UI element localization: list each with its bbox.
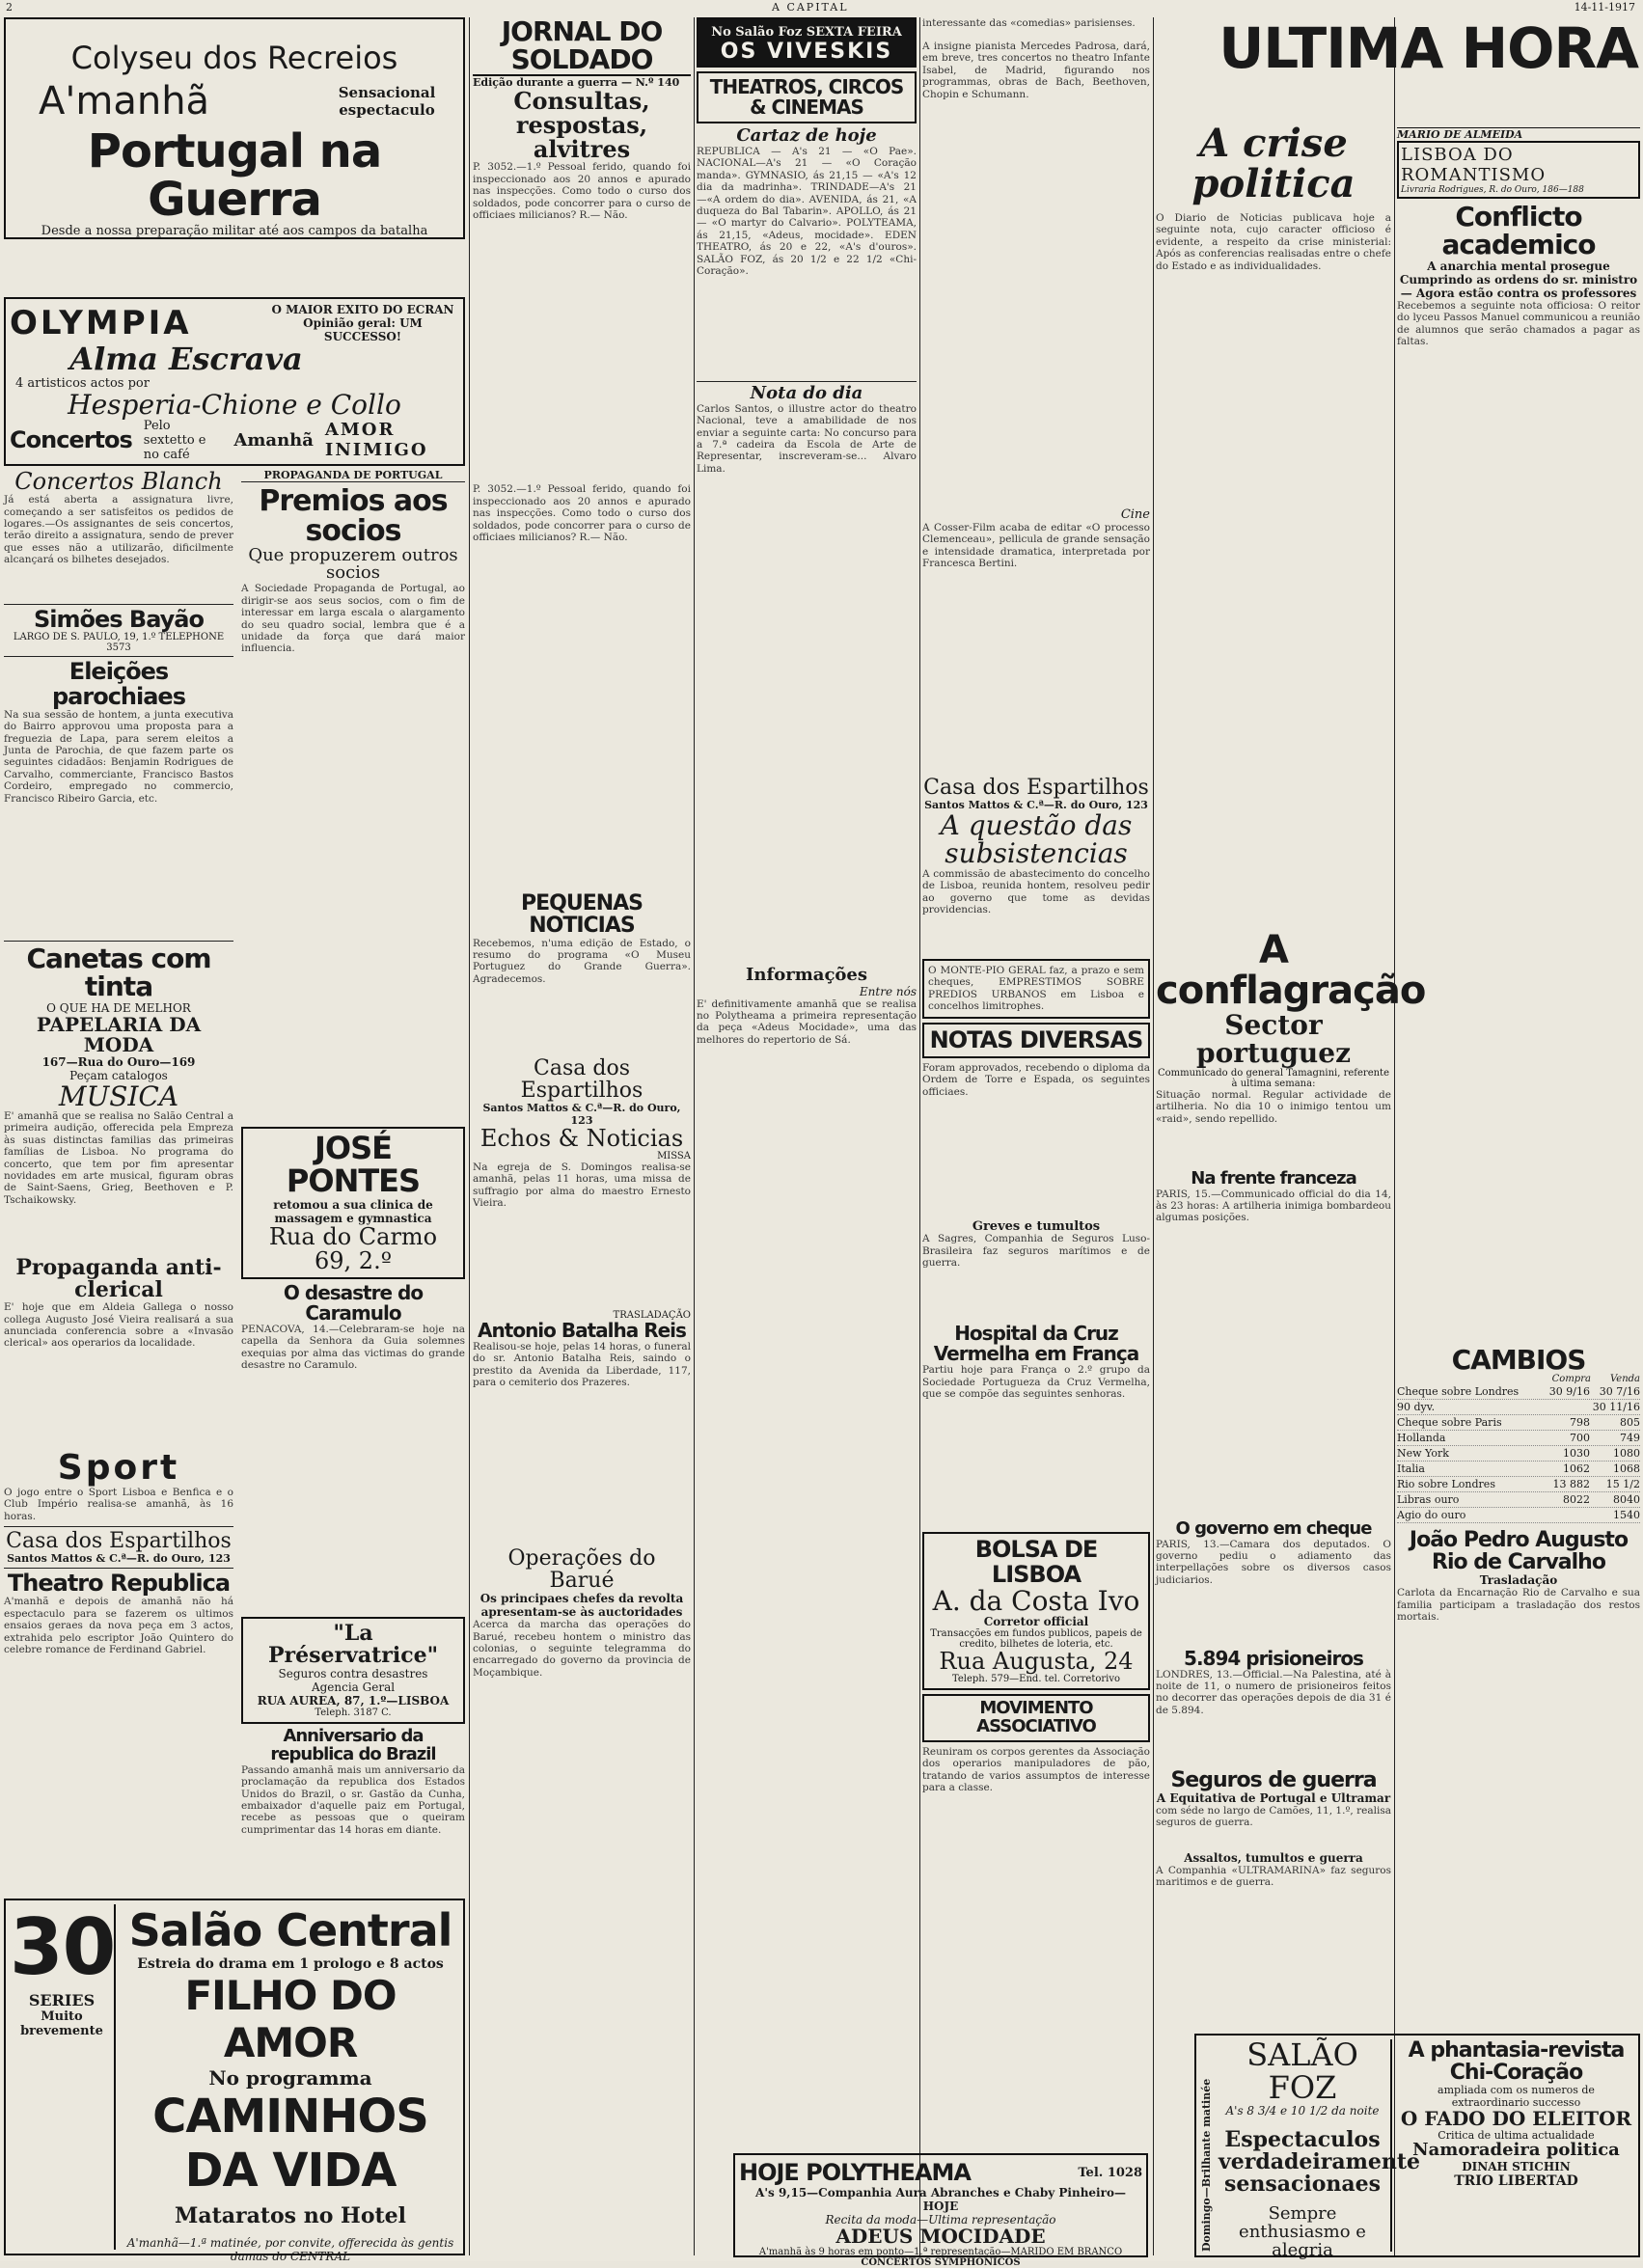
cine-title: Cine <box>1120 507 1150 522</box>
cambios-venda-value: 30 11/16 <box>1592 1401 1640 1414</box>
subsistencias-text: A commissão de abastecimento do concelho de Lisboa, reunida hontem, resolveu pedir ao governo que tome as devidas providencias. <box>922 867 1150 916</box>
conflagracao-text: Situação normal. Regular actividade de artilheria. No dia 10 o inimigo tentou um «raid», sendo repellido. <box>1156 1088 1391 1125</box>
cambios-rows <box>1397 1384 1640 1523</box>
espartilhos-title-2: Casa dos Espartilhos <box>520 1055 644 1103</box>
seguros-title: Seguros de guerra <box>1170 1767 1377 1792</box>
cambios-compra-value: 30 9/16 <box>1548 1385 1590 1399</box>
blanch-title: Concertos Blanch <box>14 468 223 495</box>
academico-sub: A anarchia mental prosegue Cumprindo as ordens do sr. ministro — Agora estão contra os professores <box>1399 259 1638 300</box>
canetas-shop: PAPELARIA DA MODA <box>36 1012 202 1056</box>
colyseu-amanha: A'manhã <box>39 78 210 123</box>
prisioneiros-title: 5.894 prisioneiros <box>1184 1646 1363 1670</box>
colyseu-big: Portugal na Guerra <box>87 123 382 227</box>
movimento-title: MOVIMENTO ASSOCIATIVO <box>976 1698 1096 1737</box>
sport-text: O jogo entre o Sport Lisboa e Benfica e o Club Império realisa-se amanhã, às 16 horas. <box>4 1486 233 1522</box>
propaganda-text: E' hoje que em Aldeia Gallega o nosso collega Augusto José Vieira realisará a sua anunciada conferencia sobre a «Invasão clerical» aos operarios da localidade. <box>4 1301 233 1350</box>
cambios-venda-value: 749 <box>1620 1432 1640 1445</box>
cambios-venda-value: 805 <box>1620 1416 1640 1430</box>
canetas-addr: 167—Rua do Ouro—169 <box>41 1054 196 1069</box>
greves-title: Greves e tumultos <box>972 1218 1101 1234</box>
movimento-text: Reuniram os corpos gerentes da Associação dos operarios manipuladores de pão, tratando de varios assumptos de interesse para a classe. <box>922 1746 1150 1794</box>
column-1 <box>4 17 465 2263</box>
canetas-sub: O QUE HA DE MELHOR <box>46 1000 191 1015</box>
colyseu-desc: Desde a nossa preparação militar até aos campos da batalha <box>41 224 428 239</box>
central-series: SERIES <box>28 1991 96 2009</box>
hospital-title: Hospital da Cruz Vermelha em França <box>933 1322 1139 1366</box>
propaganda-title: Propaganda anti-clerical <box>15 1254 222 1303</box>
olympia-stars: Hesperia-Chione e Collo <box>68 388 401 421</box>
canetas-title: Canetas com tinta <box>26 942 211 1003</box>
ad-salao-foz <box>1194 2034 1640 2261</box>
barue-sub: Os principaes chefes da revolta apresentam-se às auctoridades <box>479 1592 684 1620</box>
jornal-text: P. 3052.—1.º Pessoal ferido, quando foi inspeccionado aos 20 annos e apurado nas inspecções. Como todo o curso dos soldados, pode concorrer para o curso de officiaes milicianos? R.— Não. <box>473 161 691 221</box>
cambios-compra-value: 8022 <box>1563 1493 1590 1507</box>
chicor-namoradeira: Namoradeira politica <box>1412 2140 1620 2161</box>
crise-title: A crise politica <box>1191 121 1355 206</box>
romantismo-author: MARIO DE ALMEIDA <box>1397 127 1640 141</box>
column-rule <box>1153 17 1154 2255</box>
ad-polytheama <box>733 2153 1148 2268</box>
governo-text: PARIS, 13.—Camara dos deputados. O governo pediu o adiamento das interpellações sobre os diversos casos judiciarios. <box>1156 1538 1391 1586</box>
caramulo-title: O desastre do Caramulo <box>283 1280 424 1325</box>
olympia-film: Alma Escrava <box>69 341 303 377</box>
column-rule <box>694 17 695 2255</box>
ad-pontes <box>241 1127 465 1279</box>
salaofoz-title: SALÃO FOZ <box>1246 2036 1358 2106</box>
col1-right <box>241 470 465 1857</box>
cambios-label: Agio do ouro <box>1397 1509 1466 1522</box>
pontes-sub: retomou a sua clinica de massagem e gymnastica <box>273 1197 433 1225</box>
cambios-row <box>1397 1508 1640 1523</box>
cambios-row <box>1397 1415 1640 1431</box>
bolsa-sub: Corretor official <box>983 1615 1089 1629</box>
cambios-label: Rio sobre Londres <box>1397 1478 1495 1491</box>
central-num: 30 <box>10 1902 116 1992</box>
joao-sub: Trasladação <box>1479 1573 1558 1588</box>
jornal-title: JORNAL DO SOLDADO <box>473 17 691 76</box>
cambios-row <box>1397 1477 1640 1492</box>
notas-text: Foram approvados, recebendo o diploma da Ordem de Torre e Espada, os seguintes officiaes. <box>922 1061 1150 1098</box>
bayao-text: LARGO DE S. PAULO, 19, 1.º TELEPHONE 3573 <box>13 632 225 654</box>
foz-name: OS VIVESKIS <box>720 40 893 64</box>
academico-title: Conflicto academico <box>1441 201 1596 261</box>
page-header <box>0 0 1643 15</box>
conflagracao-communicado: Communicado do general Tamagnini, referente à ultima semana: <box>1157 1067 1389 1089</box>
chicor-title: A phantasia-revista Chi-Coração <box>1408 2038 1625 2086</box>
brazil-text: Passando amanhã mais um anniversario da proclamação da republica dos Estados Unidos do Brazil, o sr. Gastão da Cunha, embaixador d'aquelle paiz em Portugal, recebe as pessoas que o queiram cumprimentar das 14 horas em diante. <box>241 1763 465 1836</box>
cambios-venda: Venda <box>1609 1374 1640 1385</box>
canetas-note: Peçam catalogos <box>69 1068 168 1082</box>
socios-label: PROPAGANDA DE PORTUGAL <box>241 470 465 482</box>
eleicoes-title: Eleições parochiaes <box>52 658 185 710</box>
column-rule <box>919 17 920 2255</box>
cambios-title: CAMBIOS <box>1451 1343 1586 1376</box>
notadodia-title: Nota do dia <box>750 382 863 403</box>
colyseu-title: Colyseu dos Recreios <box>70 40 398 76</box>
pequenas-text: Recebemos, n'uma edição de Estado, o resumo do programa «O Museu Portuguez do Grande Guerra». Agradecemos. <box>473 937 691 985</box>
espartilhos-addr: Santos Mattos & C.ª—R. do Ouro, 123 <box>7 1552 231 1566</box>
cambios-row <box>1397 1462 1640 1477</box>
bolsa-tel: Teleph. 579—End. tel. Corretorivo <box>951 1674 1121 1685</box>
pequenas-title: PEQUENAS NOTICIAS <box>520 891 644 939</box>
joao-text: Carlota da Encarnação Rio de Carvalho e sua familia participam a trasladação dos restos mortais. <box>1397 1587 1640 1624</box>
joao-title: João Pedro Augusto Rio de Carvalho <box>1409 1528 1629 1575</box>
cambios-label: Libras ouro <box>1397 1493 1460 1507</box>
eleicoes-text: Na sua sessão de hontem, a junta executiva do Bairro approvou uma proposta para a freguezia de Lapa, para serem eleitos a Junta de Parochia, de que fazem parte os seguintes cidadãos: Benjamin Rodrigues de Carvalho, commerciante, Francisco Bastos Cordeiro, empregado no commercio, Francisco Ribeiro Garcia, etc. <box>4 708 233 805</box>
central-name: Salão Central <box>128 1904 452 1956</box>
cambios-table <box>1397 1343 1640 1523</box>
espartilhos-addr-3: Santos Mattos & C.ª—R. do Ouro, 123 <box>924 799 1148 812</box>
column-rule <box>1394 17 1395 2255</box>
page-number: 2 <box>6 1 13 14</box>
column-3 <box>697 17 917 2255</box>
olympia-name: OLYMPIA <box>10 304 192 342</box>
echos-missa: MISSA <box>657 1150 691 1161</box>
preservatrice-addr: RUA AUREA, 87, 1.º—LISBOA <box>257 1694 450 1708</box>
brazil-title: Anniversario da republica do Brazil <box>270 1726 436 1764</box>
chicor-desc: ampliada com os numeros de extraordinario successo <box>1438 2084 1595 2110</box>
jornal-consultas: Consultas, respostas, alvitres <box>513 86 650 164</box>
polytheama-concertos: CONCERTOS SYMPHONICOS <box>861 2257 1021 2268</box>
cambios-label: 90 dyv. <box>1397 1401 1436 1414</box>
polytheama-recita: Recita da moda—Ultima representação <box>825 2213 1056 2227</box>
preservatrice-tel: Teleph. 3187 C. <box>315 1708 392 1719</box>
ad-bolsa <box>922 1532 1150 1690</box>
republica-title: Theatro Republica <box>7 1570 231 1598</box>
colyseu-sensacional: Sensacional espectaculo <box>338 83 436 119</box>
ad-foz-viveskis <box>697 17 917 68</box>
chicor-dinah: DINAH STICHIN <box>1462 2160 1571 2174</box>
espartilhos-addr-2: Santos Mattos & C.ª—R. do Ouro, 123 <box>482 1101 681 1127</box>
salaofoz-sempre: Sempre enthusiasmo e alegria <box>1239 2203 1366 2261</box>
cambios-compra-value: 1030 <box>1563 1447 1590 1461</box>
franca-text: PARIS, 15.—Communicado official do dia 14, às 23 horas: A artilheria inimiga bombardeou algumas posições. <box>1156 1188 1391 1224</box>
assaltos-title: Assaltos, tumultos e guerra <box>1184 1850 1363 1865</box>
echos-trasladacao: TRASLADAÇÃO <box>613 1309 691 1321</box>
batalha-title: Antonio Batalha Reis <box>478 1318 686 1342</box>
cambios-row <box>1397 1400 1640 1415</box>
ultima-title: ULTIMA HORA <box>1219 15 1638 81</box>
salaofoz-side: Domingo—Brilhante matinée <box>1200 2078 1213 2252</box>
musica-title: MUSICA <box>58 1079 179 1112</box>
ad-olympia <box>4 297 465 466</box>
interest-text: interessante das «comedias» parisienses. <box>922 17 1136 29</box>
central-estreia: Estreia do drama em 1 prologo e 8 actos <box>137 1956 444 1972</box>
salaofoz-esp: Espectaculos verdadeiramente sensacionaes <box>1219 2127 1421 2198</box>
prisioneiros-text: LONDRES, 13.—Official.—Na Palestina, até à noite de 11, o numero de prisioneiros feitos no decorrer das operações depois de dia 31 é de 5.894. <box>1156 1668 1391 1716</box>
jornal-edicao: Edição durante a guerra — N.º 140 <box>473 75 680 89</box>
socios-text: A Sociedade Propaganda de Portugal, ao dirigir-se aos seus socios, com o fim de interessar em larga escala o alargamento do seu quadro social, lembra que é a unidade da força que dará maior influencia. <box>241 583 465 655</box>
bolsa-name: A. da Costa Ivo <box>932 1584 1140 1617</box>
cambios-venda-value: 8040 <box>1613 1493 1640 1507</box>
conflagracao-title: A conflagração <box>1156 928 1426 1013</box>
romantismo-title: LISBOA DO ROMANTISMO <box>1401 145 1547 185</box>
pontes-addr: Rua do Carmo 69, 2.º <box>268 1222 438 1274</box>
pontes-title: JOSÉ PONTES <box>286 1130 421 1199</box>
polytheama-tel: Tel. 1028 <box>1078 2165 1142 2180</box>
subsistencias-title: A questão das subsistencias <box>940 809 1133 870</box>
olympia-concertos: Concertos <box>10 426 132 454</box>
caramulo-text: PENACOVA, 14.—Celebraram-se hoje na capella da Senhora da Guia solemnes exequias por alma das victimas do grande desastre no Caramulo. <box>241 1323 465 1372</box>
assaltos-text: A Companhia «ULTRAMARINA» faz seguros maritimos e de guerra. <box>1156 1864 1391 1889</box>
cambios-compra-value: 700 <box>1570 1432 1590 1445</box>
foz-title: No Salão Foz SEXTA FEIRA <box>711 25 902 40</box>
echos-title: Echos & Noticias <box>479 1124 684 1152</box>
chicor-sub: Critica de ultima actualidade <box>1438 2129 1595 2143</box>
cambios-compra-value: 1062 <box>1563 1462 1590 1476</box>
informacoes-text: E' definitivamente amanhã que se realisa no Polytheama a primeira representação da peça «Adeus Mocidade», uma das melhores do repertorio de Sá. <box>697 997 917 1046</box>
olympia-tag: O MAIOR EXITO DO ECRAN Opinião geral: UM SUCCESSO! <box>271 303 454 343</box>
governo-title: O governo em cheque <box>1175 1517 1372 1539</box>
blanch-text: Já está aberta a assignatura livre, começando a ser satisfeitos os pedidos de logares.—Os assignantes de seis concertos, terão direito a assignatura, sendo de prever que esses não a utilizarão, dificilmente alcançará os bilhetes desejados. <box>4 494 233 566</box>
cartaz-text: REPUBLICA — A's 21 — «O Pae». NACIONAL—A's 21 — «O Coração manda». GYMNASIO, ás 21,15 — «A's 12 dia da madrinha». TRINDADE—A's 21—«A ordem do dia». AVENIDA, ás 21, «A duqueza do Bal Tabarin». APOLLO, ás 21 — «O martyr do Calvario». POLYTEAMA, ás 21,15, «Adeus, mocidade». EDEN THEATRO, ás 20 e 22, «A's d'ouros». SALÃO FOZ, ás 20 1/2 e 22 1/2 «Chi-Coração». <box>697 145 917 277</box>
socios-sub: Que propuzerem outros socios <box>248 544 458 584</box>
central-filho: FILHO DO AMOR <box>184 1972 397 2066</box>
seguros-sub: A Equitativa de Portugal e Ultramar <box>1156 1790 1391 1805</box>
ad-preservatrice <box>241 1617 465 1724</box>
espartilhos-title-3: Casa dos Espartilhos <box>923 776 1149 800</box>
seguros-text: com séde no largo de Camões, 11, 1.º, realisa seguros de guerra. <box>1156 1804 1391 1829</box>
polytheama-peca: ADEUS MOCIDADE <box>835 2225 1046 2248</box>
cambios-label: New York <box>1397 1447 1449 1461</box>
cambios-row <box>1397 1431 1640 1446</box>
polytheama-amanha: A'manhã às 9 horas em ponto—1.ª representação—MARIDO EM BRANCO <box>758 2247 1123 2257</box>
franca-title: Na frente franceza <box>1191 1167 1356 1189</box>
theatros-title: THEATROS, CIRCOS & CINEMAS <box>709 75 904 119</box>
cambios-label: Cheque sobre Paris <box>1397 1416 1502 1430</box>
olympia-amanha: Amanhã <box>233 429 314 451</box>
notas-title: NOTAS DIVERSAS <box>929 1025 1143 1053</box>
notas-header <box>922 1023 1150 1058</box>
barue-text: Acerca da marcha das operações do Barué, recebeu hontem o ministro das colonias, o seguinte telegramma do encarregado do governo da provincia de Moçambique. <box>473 1619 691 1679</box>
central-brevemente: Muito brevemente <box>20 2009 103 2038</box>
ad-romantismo <box>1397 141 1640 199</box>
cine-text: A Cosser-Film acaba de editar «O processo Clemenceau», pellicula de grande sensação e intensidade dramatica, interpretada por Francesca Bertini. <box>922 522 1150 570</box>
montepio-text: O MONTE-PIO GERAL faz, a prazo e sem cheques, EMPRESTIMOS SOBRE PREDIOS URBANOS em Lisboa e concelhos limitrophes. <box>928 964 1144 1013</box>
preservatrice-agencia: Agencia Geral <box>311 1681 396 1695</box>
column-2 <box>473 17 691 2255</box>
ad-montepio <box>922 959 1150 1019</box>
bolsa-addr: Rua Augusta, 24 <box>939 1648 1134 1676</box>
pianista-text: A insigne pianista Mercedes Padrosa, dará, em breve, tres concertos no theatro Infante Isabel, de Madrid, figurando nos programmas, obras de Bach, Beethoven, Chopin e Schumann. <box>922 41 1150 100</box>
theatros-header <box>697 71 917 123</box>
central-mataratos: Mataratos no Hotel <box>174 2203 407 2228</box>
informacoes-title: Informações <box>746 964 867 985</box>
cambios-compra-value <box>1540 1401 1590 1413</box>
hospital-text: Partiu hoje para França o 2.º grupo da Sociedade Portugueza da Cruz Vermelha, que se compõe das seguintes senhoras. <box>922 1364 1150 1401</box>
salaofoz-times: A's 8 3/4 e 10 1/2 da noite <box>1225 2104 1380 2118</box>
movimento-header <box>922 1694 1150 1742</box>
academico-text: Recebemos a seguinte nota officiosa: O reitor do lyceu Passos Manuel communicou a reunião de alumnos que serão chamados a pagar as faltas. <box>1397 299 1640 347</box>
barue-title: Operações do Barué <box>507 1545 656 1593</box>
cartaz-title: Cartaz de hoje <box>736 125 877 146</box>
chicor-trio: TRIO LIBERTAD <box>1454 2173 1578 2190</box>
cambios-compra: Compra <box>1551 1374 1591 1385</box>
polytheama-company: A's 9,15—Companhia Aura Abranches e Chaby Pinheiro—HOJE <box>755 2186 1126 2213</box>
musica-text: E' amanhã que se realisa no Salão Central a primeira audição, offerecida pela Empreza às suas distinctas familias das primeiras famílias de Lisboa. No programa do concerto, que tem por fim apresentar novidades em arte musical, figuram obras de Saint-Saens, Grieg, Beethoven e P. Tschaikowsky. <box>4 1109 233 1206</box>
greves-text: A Sagres, Companhia de Seguros Luso-Brasileira faz seguros marítimos e de guerra. <box>922 1233 1150 1270</box>
cambios-label: Hollanda <box>1397 1432 1446 1445</box>
olympia-amor: AMOR INIMIGO <box>324 420 428 461</box>
col1-left <box>4 470 233 1857</box>
column-4 <box>922 17 1150 2255</box>
cambios-row <box>1397 1446 1640 1462</box>
bolsa-title: BOLSA DE LISBOA <box>974 1536 1098 1588</box>
cambios-label: Italia <box>1397 1462 1425 1476</box>
cambios-row <box>1397 1384 1640 1400</box>
column-rule <box>469 17 470 2255</box>
central-caminhos: CAMINHOS DA VIDA <box>152 2090 428 2198</box>
preservatrice-title: "La Préservatrice" <box>267 1620 439 1668</box>
olympia-artists: 4 artisticos actos por <box>15 375 150 391</box>
notadodia-text: Carlos Santos, o illustre actor do theatro Nacional, teve a amabilidade de nos enviar a seguinte carta: No concurso para a 7.ª cadeira da Escola de Arte de Representar, inscreveram-se... Alvaro Lima. <box>697 402 917 475</box>
cambios-label: Cheque sobre Londres <box>1397 1385 1520 1399</box>
cambios-compra-value <box>1540 1509 1590 1521</box>
cambios-compra-value: 13 882 <box>1552 1478 1590 1491</box>
central-programa: No programma <box>208 2066 372 2090</box>
espartilhos-title: Casa dos Espartilhos <box>6 1529 232 1554</box>
cambios-row <box>1397 1492 1640 1508</box>
ad-central <box>4 1899 465 2263</box>
republica-text: A'manhã e depois de amanhã não há espectaculo para se fazerem os ultimos ensaios geraes da nova peça em 3 actos, extrahida pelo escriptor João Quintero do celebre romance de Ferdinand Gabriel. <box>4 1596 233 1656</box>
cambios-venda-value: 15 1/2 <box>1605 1478 1640 1491</box>
crise-text: O Diario de Noticias publicava hoje a seguinte nota, cujo caracter officioso é evidente, a respeito da crise ministerial: Após as conferencias realisadas entre o chefe do Estado e as individualidades. <box>1156 212 1391 272</box>
romantismo-pub: Livraria Rodrigues, R. do Ouro, 186—188 <box>1401 185 1584 195</box>
ad-colyseu <box>4 17 465 239</box>
polytheama-title: HOJE POLYTHEAMA <box>739 2159 971 2186</box>
cambios-venda-value: 1080 <box>1613 1447 1640 1461</box>
conflagracao-sector: Sector portuguez <box>1196 1009 1351 1070</box>
sport-title: Sport <box>57 1448 180 1489</box>
page-date: 14-11-1917 <box>1574 1 1635 14</box>
newspaper-name: A CAPITAL <box>772 1 849 14</box>
bolsa-desc: Transacções em fundos publicos, papeis de credito, bilhetes de loteria, etc. <box>930 1628 1142 1651</box>
bayao-title: Simões Bayão <box>33 606 204 634</box>
central-footer: A'manhã—1.ª matinée, por convite, offerecida às gentis damas do CENTRAL <box>126 2236 454 2263</box>
cambios-venda-value: 1540 <box>1613 1509 1640 1522</box>
preservatrice-sub: Seguros contra desastres <box>278 1667 428 1681</box>
entrenos-title: Entre nós <box>859 984 917 998</box>
jornal-text-2: P. 3052.—1.º Pessoal ferido, quando foi inspeccionado aos 20 annos e apurado nas inspecções. Como todo o curso dos soldados, pode concorrer para o curso de officiaes milicianos? R.— Não. <box>473 483 691 543</box>
echos-text: Na egreja de S. Domingos realisa-se amanhã, pelas 11 horas, uma missa de suffragio por alma do maestro Ernesto Vieira. <box>473 1161 691 1210</box>
olympia-pelo: Pelo sextetto e no café <box>143 418 206 462</box>
cambios-venda-value: 1068 <box>1613 1462 1640 1476</box>
cambios-compra-value: 798 <box>1570 1416 1590 1430</box>
chicor-fado: O FADO DO ELEITOR <box>1400 2107 1632 2131</box>
batalha-text: Realisou-se hoje, pelas 14 horas, o funeral do sr. Antonio Batalha Reis, saindo o prestito da Avenida da Liberdade, 117, para o cemiterio dos Prazeres. <box>473 1340 691 1389</box>
cambios-venda-value: 30 7/16 <box>1599 1385 1640 1399</box>
socios-title: Premios aos socios <box>259 483 448 549</box>
